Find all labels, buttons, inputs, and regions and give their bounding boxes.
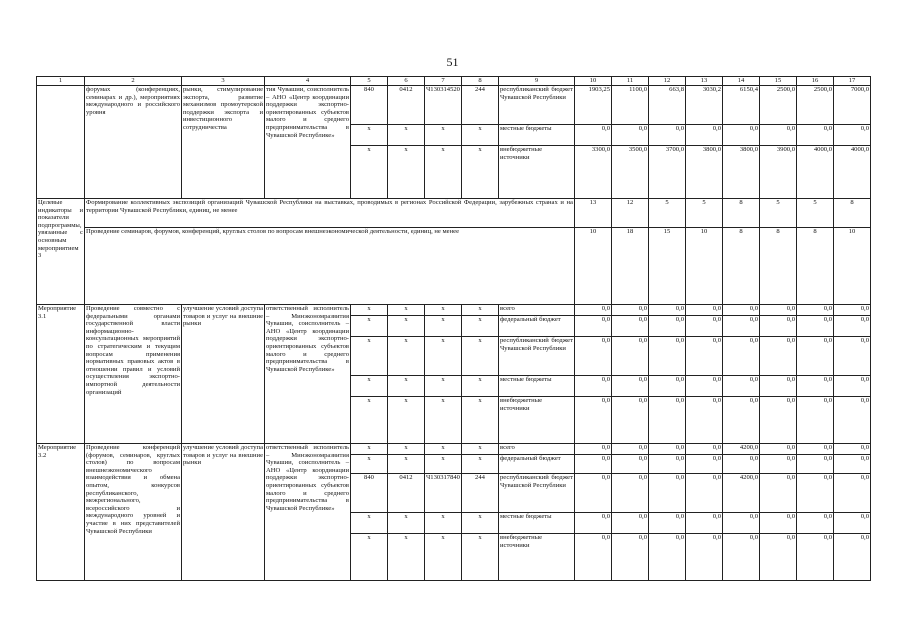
budget-code: 0412 bbox=[388, 86, 425, 125]
funding-value: 0,0 bbox=[649, 397, 686, 444]
funding-value: 0,0 bbox=[649, 305, 686, 316]
expected-result: рынки, стимулирование экспорта, развитие механизмов промоутерской поддержки экспорта и инвестиционного сотрудничества bbox=[182, 86, 265, 199]
budget-code: x bbox=[388, 125, 425, 146]
funding-value: 0,0 bbox=[723, 305, 760, 316]
funding-value: 0,0 bbox=[723, 316, 760, 337]
budget-code: x bbox=[425, 305, 462, 316]
column-number: 15 bbox=[760, 77, 797, 86]
funding-value: 0,0 bbox=[649, 376, 686, 397]
funding-value: 0,0 bbox=[834, 376, 871, 397]
target-value: 8 bbox=[723, 199, 760, 228]
budget-code: x bbox=[462, 146, 499, 199]
budget-code: x bbox=[462, 305, 499, 316]
funding-value: 0,0 bbox=[649, 474, 686, 513]
activity-description: Проведение совместно с федеральными органами государственной власти информационно-консультационных мероприятий по стратегическим и текущим вопросам применения нормативных правовых актов в отношении правил и условий осуществления экспортно-импортной деятельности организаций bbox=[85, 305, 182, 444]
funding-value: 0,0 bbox=[797, 455, 834, 474]
funding-value: 0,0 bbox=[760, 474, 797, 513]
target-value: 15 bbox=[649, 228, 686, 305]
responsible-executor: ответственный исполнитель – Минэкономразвития Чувашии, соисполнитель – АНО «Центр координации поддержки экспортно-ориентированных субъектов малого и среднего предпринимательства в Чувашской Республике» bbox=[265, 444, 351, 581]
funding-value: 3700,0 bbox=[649, 146, 686, 199]
target-value: 10 bbox=[575, 228, 612, 305]
budget-code: x bbox=[425, 376, 462, 397]
funding-value: 3800,0 bbox=[723, 146, 760, 199]
column-number: 2 bbox=[85, 77, 182, 86]
funding-value: 0,0 bbox=[686, 534, 723, 581]
funding-value: 0,0 bbox=[686, 337, 723, 376]
column-number: 13 bbox=[686, 77, 723, 86]
budget-code: x bbox=[351, 444, 388, 455]
funding-value: 0,0 bbox=[575, 513, 612, 534]
funding-value: 0,0 bbox=[575, 444, 612, 455]
target-value: 13 bbox=[575, 199, 612, 228]
funding-source: федеральный бюджет bbox=[499, 316, 575, 337]
budget-code: x bbox=[462, 513, 499, 534]
budget-code: 244 bbox=[462, 474, 499, 513]
funding-value: 4200,0 bbox=[723, 474, 760, 513]
funding-value: 0,0 bbox=[612, 305, 649, 316]
budget-code: x bbox=[462, 337, 499, 376]
header-row bbox=[37, 77, 871, 86]
funding-value: 0,0 bbox=[834, 444, 871, 455]
funding-value: 0,0 bbox=[797, 376, 834, 397]
funding-value: 0,0 bbox=[686, 376, 723, 397]
expected-result: улучшение условий доступа товаров и услуг на внешние рынки bbox=[182, 444, 265, 581]
funding-source: внебюджетные источники bbox=[499, 146, 575, 199]
target-value: 12 bbox=[612, 199, 649, 228]
funding-value: 0,0 bbox=[760, 513, 797, 534]
budget-code: x bbox=[351, 397, 388, 444]
column-number: 1 bbox=[37, 77, 85, 86]
activity-label: Мероприятие 3.2 bbox=[37, 444, 85, 581]
funding-value: 0,0 bbox=[575, 337, 612, 376]
funding-value: 0,0 bbox=[723, 513, 760, 534]
funding-value: 4200,0 bbox=[723, 444, 760, 455]
budget-code: x bbox=[425, 125, 462, 146]
column-number: 10 bbox=[575, 77, 612, 86]
target-value: 8 bbox=[760, 228, 797, 305]
funding-value: 0,0 bbox=[575, 305, 612, 316]
funding-value: 2500,0 bbox=[760, 86, 797, 125]
funding-value: 0,0 bbox=[612, 376, 649, 397]
funding-source: республиканский бюджет Чувашской Республики bbox=[499, 86, 575, 125]
column-number: 16 bbox=[797, 77, 834, 86]
funding-value: 0,0 bbox=[612, 513, 649, 534]
budget-code: x bbox=[462, 376, 499, 397]
targets-label: Целевые индикаторы и показатели подпрограммы, увязанные с основным мероприятием 3 bbox=[37, 199, 85, 305]
funding-value: 0,0 bbox=[686, 513, 723, 534]
column-number: 17 bbox=[834, 77, 871, 86]
budget-code: x bbox=[388, 146, 425, 199]
target-value: 5 bbox=[797, 199, 834, 228]
funding-value: 1100,0 bbox=[612, 86, 649, 125]
funding-value: 0,0 bbox=[575, 125, 612, 146]
funding-value: 0,0 bbox=[575, 455, 612, 474]
funding-value: 0,0 bbox=[649, 534, 686, 581]
funding-value: 0,0 bbox=[797, 125, 834, 146]
funding-value: 0,0 bbox=[834, 337, 871, 376]
budget-code: x bbox=[388, 534, 425, 581]
activity-description: Проведение конференций (форумов, семинаров, круглых столов) по вопросам внешнеэкономического взаимодействия и обмена опытом, конкурсов республиканского, межрегионального, всероссийского и международного уровней и участие в них представителей Чувашской Республики bbox=[85, 444, 182, 581]
budget-code: x bbox=[388, 305, 425, 316]
funding-value: 0,0 bbox=[760, 397, 797, 444]
funding-value: 0,0 bbox=[612, 125, 649, 146]
funding-source: всего bbox=[499, 305, 575, 316]
funding-source: внебюджетные источники bbox=[499, 534, 575, 581]
funding-value: 0,0 bbox=[723, 455, 760, 474]
funding-value: 2500,0 bbox=[797, 86, 834, 125]
funding-value: 0,0 bbox=[612, 316, 649, 337]
budget-code: x bbox=[425, 455, 462, 474]
funding-value: 0,0 bbox=[612, 455, 649, 474]
funding-value: 0,0 bbox=[575, 474, 612, 513]
funding-value: 0,0 bbox=[760, 455, 797, 474]
funding-value: 0,0 bbox=[834, 305, 871, 316]
target-value: 18 bbox=[612, 228, 649, 305]
budget-code: x bbox=[351, 146, 388, 199]
funding-source: республиканский бюджет Чувашской Республики bbox=[499, 474, 575, 513]
funding-value: 0,0 bbox=[575, 534, 612, 581]
funding-value: 3900,0 bbox=[760, 146, 797, 199]
funding-value: 0,0 bbox=[612, 444, 649, 455]
target-value: 5 bbox=[760, 199, 797, 228]
funding-value: 6150,4 bbox=[723, 86, 760, 125]
funding-value: 0,0 bbox=[797, 397, 834, 444]
column-number: 14 bbox=[723, 77, 760, 86]
column-number: 5 bbox=[351, 77, 388, 86]
target-value: 8 bbox=[797, 228, 834, 305]
funding-value: 0,0 bbox=[834, 534, 871, 581]
funding-value: 0,0 bbox=[723, 397, 760, 444]
funding-value: 0,0 bbox=[649, 444, 686, 455]
budget-code: x bbox=[462, 534, 499, 581]
column-number: 4 bbox=[265, 77, 351, 86]
funding-source: внебюджетные источники bbox=[499, 397, 575, 444]
budget-code: x bbox=[425, 337, 462, 376]
funding-value: 0,0 bbox=[834, 474, 871, 513]
funding-value: 0,0 bbox=[686, 125, 723, 146]
funding-value: 0,0 bbox=[612, 397, 649, 444]
target-description: Формирование коллективных экспозиций организаций Чувашской Республики на выставках, проводимых в регионах Российской Федерации, зарубежных странах и на территории Чувашской Республики, единиц, не менее bbox=[85, 199, 575, 228]
target-value: 10 bbox=[686, 228, 723, 305]
table-row bbox=[37, 86, 871, 125]
funding-value: 0,0 bbox=[686, 305, 723, 316]
funding-value: 0,0 bbox=[649, 125, 686, 146]
target-value: 10 bbox=[834, 228, 871, 305]
page-number: 51 bbox=[446, 55, 459, 69]
budget-code: x bbox=[388, 455, 425, 474]
responsible-executor: тия Чувашии, соисполнитель – АНО «Центр координации поддержки экспортно-ориентированных субъектов малого и среднего предпринимательства в Чувашской Республике» bbox=[265, 86, 351, 199]
target-row bbox=[37, 228, 871, 305]
budget-code: x bbox=[351, 305, 388, 316]
funding-value: 0,0 bbox=[723, 125, 760, 146]
funding-value: 0,0 bbox=[723, 534, 760, 581]
funding-value: 1903,25 bbox=[575, 86, 612, 125]
budget-code: x bbox=[425, 316, 462, 337]
funding-value: 0,0 bbox=[760, 534, 797, 581]
funding-value: 0,0 bbox=[686, 444, 723, 455]
funding-value: 0,0 bbox=[760, 337, 797, 376]
table-row bbox=[37, 444, 871, 455]
column-number: 6 bbox=[388, 77, 425, 86]
funding-value: 0,0 bbox=[649, 455, 686, 474]
budget-code: x bbox=[351, 376, 388, 397]
target-value: 5 bbox=[649, 199, 686, 228]
funding-source: местные бюджеты bbox=[499, 513, 575, 534]
funding-value: 3030,2 bbox=[686, 86, 723, 125]
budget-code: x bbox=[351, 513, 388, 534]
funding-value: 0,0 bbox=[760, 305, 797, 316]
budget-code: x bbox=[425, 146, 462, 199]
budget-code: Ч130317840 bbox=[425, 474, 462, 513]
budget-code: x bbox=[462, 397, 499, 444]
funding-value: 0,0 bbox=[686, 455, 723, 474]
budget-code: x bbox=[425, 534, 462, 581]
funding-value: 0,0 bbox=[797, 444, 834, 455]
funding-value: 0,0 bbox=[797, 305, 834, 316]
budget-code: x bbox=[425, 397, 462, 444]
budget-code: x bbox=[425, 513, 462, 534]
funding-value: 0,0 bbox=[575, 316, 612, 337]
column-number: 11 bbox=[612, 77, 649, 86]
funding-value: 3800,0 bbox=[686, 146, 723, 199]
target-value: 8 bbox=[834, 199, 871, 228]
funding-value: 663,8 bbox=[649, 86, 686, 125]
funding-value: 4000,0 bbox=[834, 146, 871, 199]
funding-source: республиканский бюджет Чувашской Республики bbox=[499, 337, 575, 376]
budget-code: x bbox=[351, 337, 388, 376]
funding-value: 0,0 bbox=[760, 316, 797, 337]
target-value: 8 bbox=[723, 228, 760, 305]
funding-value: 0,0 bbox=[760, 125, 797, 146]
funding-value: 0,0 bbox=[760, 444, 797, 455]
table-row bbox=[37, 305, 871, 316]
budget-code: Ч130314520 bbox=[425, 86, 462, 125]
funding-value: 0,0 bbox=[575, 397, 612, 444]
funding-value: 0,0 bbox=[686, 474, 723, 513]
funding-value: 0,0 bbox=[612, 534, 649, 581]
funding-value: 0,0 bbox=[797, 474, 834, 513]
funding-source: всего bbox=[499, 444, 575, 455]
funding-value: 0,0 bbox=[834, 316, 871, 337]
funding-value: 0,0 bbox=[686, 397, 723, 444]
budget-code: x bbox=[351, 125, 388, 146]
column-number: 3 bbox=[182, 77, 265, 86]
expected-result: улучшение условий доступа товаров и услуг на внешние рынки bbox=[182, 305, 265, 444]
budget-code: 0412 bbox=[388, 474, 425, 513]
funding-value: 0,0 bbox=[723, 376, 760, 397]
column-number: 7 bbox=[425, 77, 462, 86]
column-number: 8 bbox=[462, 77, 499, 86]
funding-source: федеральный бюджет bbox=[499, 455, 575, 474]
budget-code: x bbox=[388, 397, 425, 444]
funding-value: 0,0 bbox=[797, 513, 834, 534]
funding-value: 0,0 bbox=[649, 337, 686, 376]
budget-code: x bbox=[388, 337, 425, 376]
target-row bbox=[37, 199, 871, 228]
funding-source: местные бюджеты bbox=[499, 125, 575, 146]
funding-value: 0,0 bbox=[797, 337, 834, 376]
budget-code: 840 bbox=[351, 86, 388, 125]
funding-value: 7000,0 bbox=[834, 86, 871, 125]
funding-value: 0,0 bbox=[834, 513, 871, 534]
budget-code: x bbox=[351, 455, 388, 474]
funding-source: местные бюджеты bbox=[499, 376, 575, 397]
budget-code: 840 bbox=[351, 474, 388, 513]
column-number: 12 bbox=[649, 77, 686, 86]
responsible-executor: ответственный исполнитель – Минэкономразвития Чувашии, соисполнитель – АНО «Центр координации поддержки экспортно-ориентированных субъектов малого и среднего предпринимательства в Чувашской Республике» bbox=[265, 305, 351, 444]
funding-value: 0,0 bbox=[649, 513, 686, 534]
funding-value: 0,0 bbox=[686, 316, 723, 337]
budget-code: x bbox=[462, 455, 499, 474]
funding-value: 3300,0 bbox=[575, 146, 612, 199]
budget-code: x bbox=[462, 444, 499, 455]
budget-code: x bbox=[462, 125, 499, 146]
budget-code: x bbox=[388, 444, 425, 455]
funding-value: 0,0 bbox=[612, 474, 649, 513]
funding-value: 0,0 bbox=[797, 316, 834, 337]
funding-value: 0,0 bbox=[797, 534, 834, 581]
budget-code: x bbox=[425, 444, 462, 455]
funding-value: 0,0 bbox=[649, 316, 686, 337]
target-value: 5 bbox=[686, 199, 723, 228]
budget-code: x bbox=[351, 316, 388, 337]
funding-value: 0,0 bbox=[760, 376, 797, 397]
funding-value: 0,0 bbox=[612, 337, 649, 376]
funding-value: 3500,0 bbox=[612, 146, 649, 199]
program-table bbox=[36, 76, 871, 581]
funding-value: 0,0 bbox=[723, 337, 760, 376]
budget-code: x bbox=[388, 513, 425, 534]
target-description: Проведение семинаров, форумов, конференций, круглых столов по вопросам внешнеэкономической деятельности, единиц, не менее bbox=[85, 228, 575, 305]
activity-description: форумах (конференциях, семинарах и др.), мероприятиях международного и российского уровня bbox=[85, 86, 182, 199]
budget-code: 244 bbox=[462, 86, 499, 125]
activity-label: Мероприятие 3.1 bbox=[37, 305, 85, 444]
funding-value: 0,0 bbox=[575, 376, 612, 397]
budget-code: x bbox=[462, 316, 499, 337]
funding-value: 4000,0 bbox=[797, 146, 834, 199]
funding-value: 0,0 bbox=[834, 455, 871, 474]
budget-code: x bbox=[388, 316, 425, 337]
column-number: 9 bbox=[499, 77, 575, 86]
funding-value: 0,0 bbox=[834, 397, 871, 444]
funding-value: 0,0 bbox=[834, 125, 871, 146]
activity-label bbox=[37, 86, 85, 199]
budget-code: x bbox=[388, 376, 425, 397]
budget-code: x bbox=[351, 534, 388, 581]
